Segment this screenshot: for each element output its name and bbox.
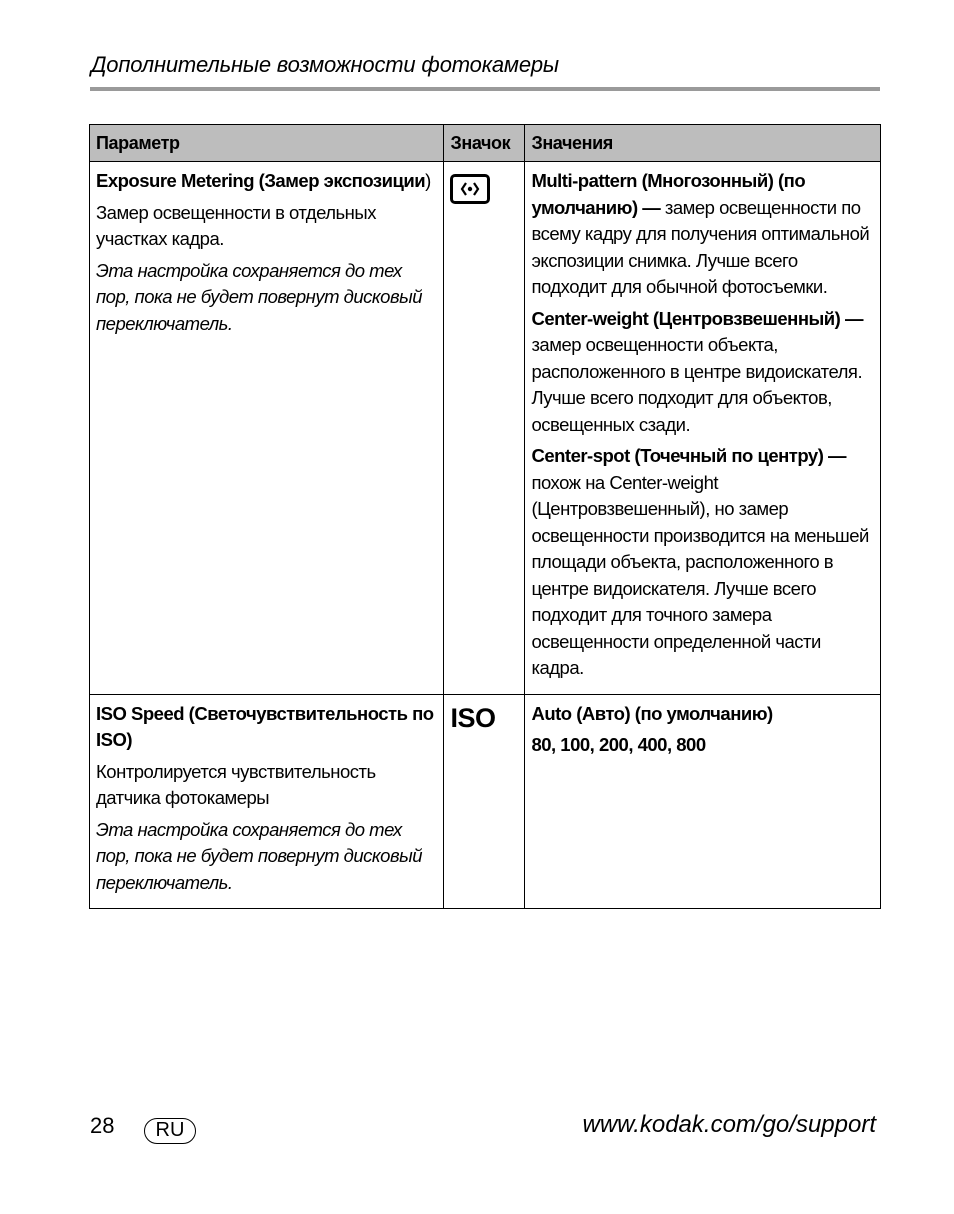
value-option-name: Center-spot (Точечный по центру) — <box>531 445 846 466</box>
value-option-name: Center-weight (Центровзвешенный) — <box>531 307 863 329</box>
exposure-metering-icon <box>450 174 490 204</box>
icon-cell <box>444 694 525 909</box>
page-header-title: Дополнительные возможности фотокамеры <box>91 52 559 77</box>
value-option-text: замер освещенности объекта, расположенного в центре видоискателя. Лучше всего подходит для объектов, освещенных сзади. <box>531 334 863 435</box>
value-option-center-spot <box>531 443 874 682</box>
value-option-text: похож на Center-weight (Центровзвешенный), но замер освещенности производится на меньшей площади объекта, расположенного в центре видоискателя. Лучше всего подходит для точного замера освещенности определенной части кадра. <box>531 471 869 678</box>
parameter-title: ISO Speed (Светочувствительность по ISO) <box>96 702 434 750</box>
parameter-title-tail: ) <box>425 170 431 191</box>
table-header-row <box>90 125 881 162</box>
icon-cell <box>444 162 525 695</box>
settings-table <box>89 124 881 909</box>
language-badge: RU <box>144 1118 196 1144</box>
parameter-note: Эта настройка сохраняется до тех пор, пока не будет повернут дисковый переключатель. <box>96 259 423 334</box>
values-cell <box>525 162 881 695</box>
values-cell <box>525 694 881 909</box>
column-header-values: Значения <box>525 125 881 162</box>
table-row-iso-speed <box>90 694 881 909</box>
parameter-description: Контролируется чувствительность датчика фотокамеры <box>96 760 376 808</box>
parameter-title-bold: Exposure Metering (Замер экспозиции <box>96 170 426 191</box>
parameter-cell <box>90 694 444 909</box>
parameter-note: Эта настройка сохраняется до тех пор, пока не будет повернут дисковый переключатель. <box>96 818 423 893</box>
support-url: www.kodak.com/go/support <box>582 1111 876 1138</box>
value-option-multi-pattern <box>531 168 874 301</box>
parameter-cell <box>90 162 444 695</box>
header-divider <box>90 87 880 91</box>
value-option-name: Multi-pattern (Многозонный) (по умолчанию) — <box>531 170 806 218</box>
column-header-icon: Значок <box>444 125 525 162</box>
iso-icon: ISO <box>450 702 496 733</box>
table-row-exposure-metering <box>90 162 881 695</box>
value-option-iso-list: 80, 100, 200, 400, 800 <box>531 734 706 755</box>
value-option-text: замер освещенности по всему кадру для получения оптимальной экспозиции снимка. Лучше всего подходит для обычной фотосъемки. <box>531 196 870 297</box>
column-header-parameter: Параметр <box>90 125 444 162</box>
parameter-description: Замер освещенности в отдельных участках кадра. <box>96 201 376 249</box>
page-number: 28 <box>90 1113 115 1138</box>
value-option-auto: Auto (Авто) (по умолчанию) <box>531 702 773 724</box>
parameter-title <box>96 168 437 195</box>
value-option-center-weight <box>531 306 874 439</box>
